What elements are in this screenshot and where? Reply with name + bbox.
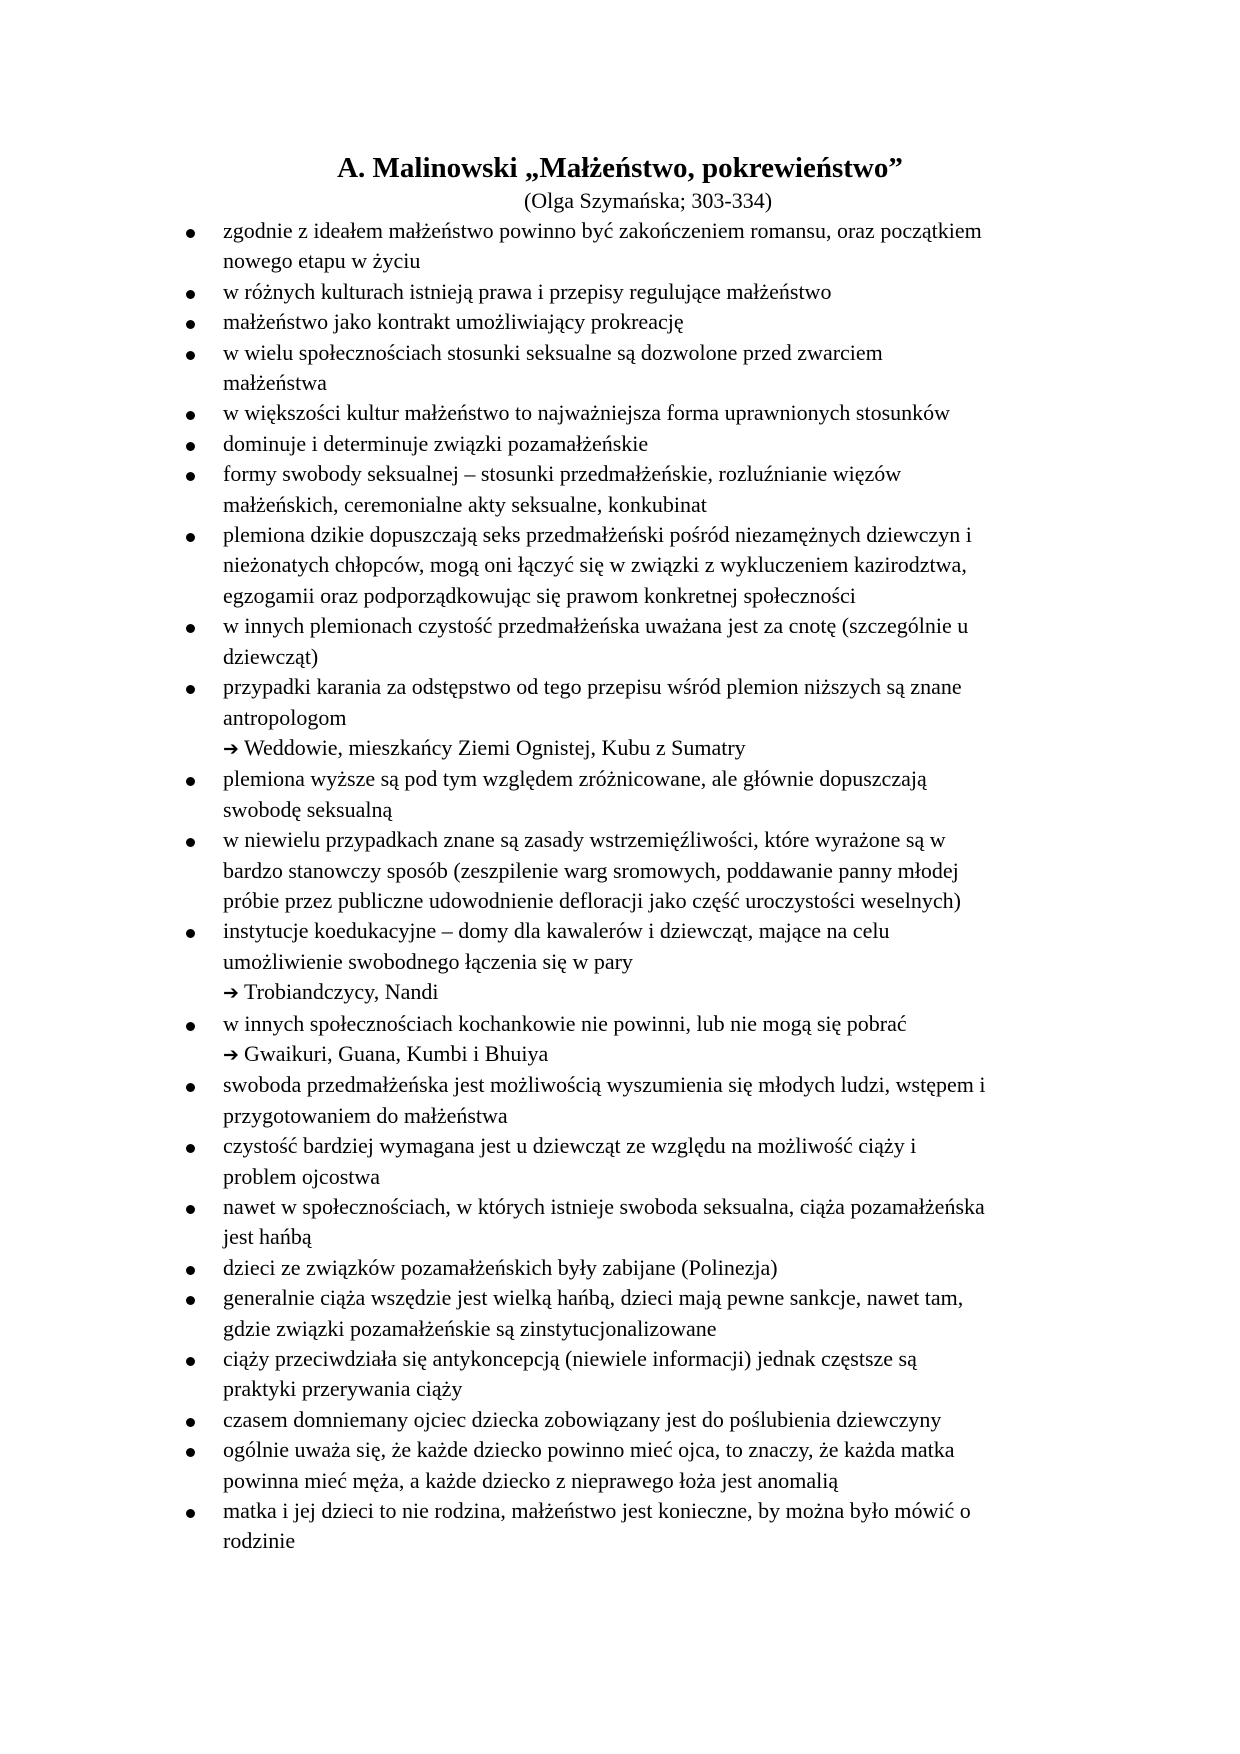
list-item-text: małżeństwo jako kontrakt umożliwiający prokreację [223, 309, 684, 335]
list-item-text: przygotowaniem do małżeństwa [223, 1102, 508, 1128]
list-item-text: ciąży przeciwdziała się antykoncepcją (niewiele informacji) jednak częstsze są [223, 1346, 917, 1372]
list-item-text: antropologom [223, 704, 347, 730]
list-item-text: małżeńskich, ceremonialne akty seksualne, konkubinat [223, 491, 707, 517]
list-item-text: zgodnie z ideałem małżeństwo powinno być zakończeniem romansu, oraz początkiem [223, 218, 982, 243]
bullet-icon [186, 838, 195, 847]
arrow-right-icon: ➔ [223, 737, 239, 760]
bullet-icon [186, 1296, 195, 1305]
list-item [186, 429, 1106, 459]
list-item [186, 520, 1106, 611]
bullet-icon [186, 1022, 195, 1031]
bullet-icon [186, 1418, 195, 1427]
bullet-icon [186, 1144, 195, 1153]
list-item-text: w innych społecznościach kochankowie nie powinni, lub nie mogą się pobrać [223, 1010, 907, 1036]
list-item-text: czystość bardziej wymagana jest u dziewcząt ze względu na możliwość ciąży i [223, 1133, 917, 1159]
bullet-icon [186, 411, 195, 420]
list-item-text: generalnie ciąża wszędzie jest wielką hańbą, dzieci mają pewne sankcje, nawet tam, [223, 1285, 964, 1311]
list-item [186, 307, 1106, 337]
list-item-text: swoboda przedmałżeńska jest możliwością wyszumienia się młodych ludzi, wstępem i [223, 1072, 986, 1098]
bullet-icon [186, 624, 195, 633]
bullet-icon [186, 533, 195, 542]
list-item-text: formy swobody seksualnej – stosunki przedmałżeńskie, rozluźnianie więzów [223, 461, 902, 487]
bullet-icon [186, 1266, 195, 1275]
list-item [186, 1192, 1106, 1253]
bullet-icon [186, 685, 195, 694]
list-item-text: plemiona wyższe są pod tym względem zróżnicowane, ale głównie dopuszczają [223, 766, 927, 792]
list-item-text: problem ojcostwa [223, 1163, 381, 1189]
list-item-text: egzogamii oraz podporządkowując się prawom konkretnej społeczności [223, 582, 856, 608]
list-item [186, 764, 1106, 825]
bullet-icon [186, 442, 195, 451]
bullet-icon [186, 290, 195, 299]
list-item-text: swobodę seksualną [223, 796, 393, 822]
list-item-text: praktyki przerywania ciąży [223, 1376, 463, 1402]
list-item-text: nowego etapu w życiu [223, 248, 421, 274]
arrow-right-icon: ➔ [223, 1043, 239, 1066]
list-item-text: w niewielu przypadkach znane są zasady wstrzemięźliwości, które wyrażone są w [223, 827, 946, 853]
list-item-text: ogólnie uważa się, że każde dziecko powinno mieć ojca, to znaczy, że każda matka [223, 1437, 955, 1463]
list-item [186, 825, 1106, 916]
list-item [186, 611, 1106, 672]
list-item-text: instytucje koedukacyjne – domy dla kawalerów i dziewcząt, mające na celu [223, 918, 890, 944]
document-subtitle: (Olga Szymańska; 303-334) [523, 188, 773, 213]
bullet-icon [186, 929, 195, 938]
document-title: A. Malinowski „Małżeństwo, pokrewieństwo” [337, 152, 903, 184]
list-item-text: małżeństwa [223, 370, 327, 396]
list-item-text: w wielu społecznościach stosunki seksualne są dozwolone przed zwarciem [223, 339, 883, 365]
list-item-text: w innych plemionach czystość przedmałżeńska uważana jest za cnotę (szczególnie u [223, 613, 969, 639]
list-item-text: bardzo stanowczy sposób (zeszpilenie warg sromowych, poddawanie panny młodej [223, 857, 959, 883]
list-item-text: przypadki karania za odstępstwo od tego przepisu wśród plemion niższych są znane [223, 674, 962, 700]
bullet-icon [186, 777, 195, 786]
arrow-right-icon: ➔ [223, 982, 239, 1005]
list-item [186, 1131, 1106, 1192]
bullet-icon [186, 1448, 195, 1457]
list-item-text: w różnych kulturach istnieją prawa i przepisy regulujące małżeństwo [223, 278, 832, 304]
list-item-text: gdzie związki pozamałżeńskie są zinstytucjonalizowane [223, 1315, 717, 1341]
list-item-text: próbie przez publiczne udowodnienie defloracji jako część uroczystości weselnych) [223, 887, 961, 913]
bullet-list [186, 216, 1106, 1557]
list-item [186, 338, 1106, 399]
example-line [223, 977, 1106, 1008]
list-item-text: powinna mieć męża, a każde dziecko z nieprawego łoża jest anomalią [223, 1467, 839, 1493]
bullet-icon [186, 1357, 195, 1366]
bullet-icon [186, 1205, 195, 1214]
list-item [186, 1435, 1106, 1496]
bullet-icon [186, 351, 195, 360]
list-item [186, 1405, 1106, 1435]
list-item-text: dzieci ze związków pozamałżeńskich były zabijane (Polinezja) [223, 1254, 778, 1280]
list-item-text: czasem domniemany ojciec dziecka zobowiązany jest do poślubienia dziewczyny [223, 1406, 942, 1432]
example-text: Gwaikuri, Guana, Kumbi i Bhuiya [244, 1040, 549, 1066]
list-item [186, 916, 1106, 1008]
list-item-text: jest hańbą [223, 1224, 312, 1250]
list-item-text: dziewcząt) [223, 643, 319, 669]
example-line [223, 1039, 1106, 1070]
list-item-text: rodzinie [223, 1528, 296, 1554]
list-item [186, 672, 1106, 764]
list-item-text: nieżonatych chłopców, mogą oni łączyć się w związki z wykluczeniem kazirodztwa, [223, 552, 967, 578]
list-item-text: umożliwienie swobodnego łączenia się w pary [223, 948, 633, 974]
list-item-text: nawet w społecznościach, w których istnieje swoboda seksualna, ciąża pozamałżeńska [223, 1194, 985, 1219]
list-item-text: matka i jej dzieci to nie rodzina, małżeństwo jest konieczne, by można było mówić o [223, 1498, 971, 1524]
list-item [186, 1344, 1106, 1405]
list-item [186, 398, 1106, 428]
list-item-text: plemiona dzikie dopuszczają seks przedmałżeński pośród niezamężnych dziewczyn i [223, 522, 972, 548]
bullet-icon [186, 472, 195, 481]
example-text: Weddowie, mieszkańcy Ziemi Ognistej, Kubu z Sumatry [244, 734, 746, 760]
example-line [223, 733, 1106, 764]
list-item [186, 459, 1106, 520]
example-text: Trobiandczycy, Nandi [244, 979, 439, 1005]
bullet-icon [186, 229, 195, 238]
list-item [186, 1496, 1106, 1557]
bullet-icon [186, 1509, 195, 1518]
list-item [186, 216, 1106, 277]
bullet-icon [186, 1083, 195, 1092]
list-item [186, 1070, 1106, 1131]
list-item [186, 1253, 1106, 1283]
list-item-text: w większości kultur małżeństwo to najważniejsza forma uprawnionych stosunków [223, 400, 951, 426]
list-item [186, 277, 1106, 307]
list-item-text: dominuje i determinuje związki pozamałżeńskie [223, 430, 649, 456]
bullet-icon [186, 320, 195, 329]
list-item [186, 1009, 1106, 1071]
list-item [186, 1283, 1106, 1344]
